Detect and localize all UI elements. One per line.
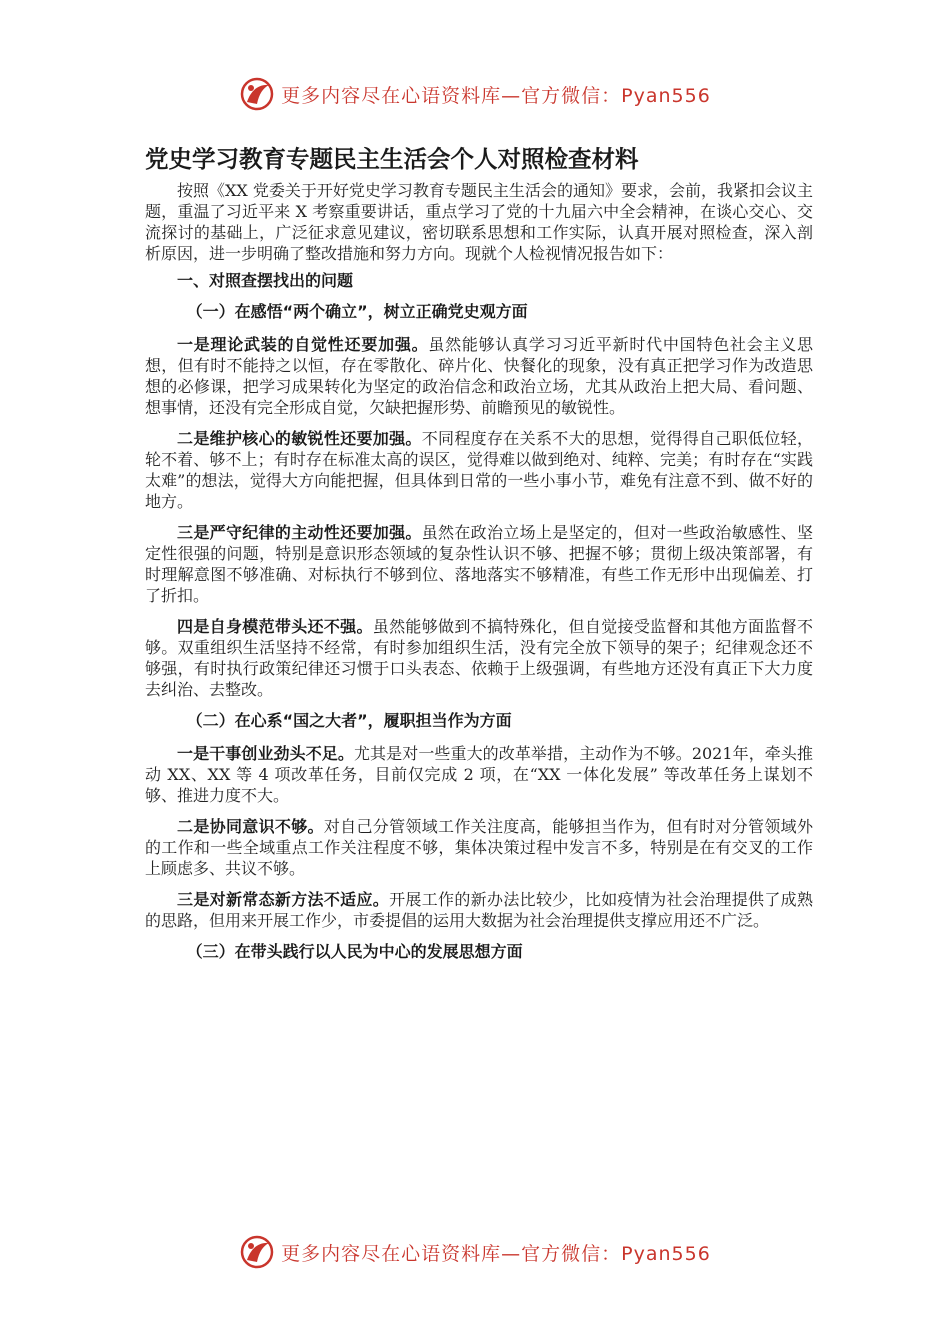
- subsection-heading-2: （二）在心系“国之大者”，履职担当作为方面: [186, 711, 512, 730]
- subsection-heading-1: （一）在感悟“两个确立”，树立正确党史观方面: [186, 302, 528, 321]
- wechat-id: Pyan556: [621, 84, 711, 107]
- paragraph-lead: 一是干事创业劲头不足。: [177, 744, 354, 763]
- paragraph: 二是协同意识不够。对自己分管领域工作关注度高，能够担当作为，但有时对分管领域外的工作和一些全域重点工作关注程度不够，集体决策过程中发言不多，特别是在有交叉的工作上顾虑多、共议不够。: [145, 817, 813, 878]
- wechat-id: Pyan556: [621, 1242, 711, 1265]
- paragraph: 三是严守纪律的主动性还要加强。虽然在政治立场上是坚定的，但对一些政治敏感性、坚定性很强的问题，特别是意识形态领域的复杂性认识不够、把握不够；贯彻上级决策部署，有时理解意图不够准确、对标执行不够到位、落地落实不够精准，有些工作无形中出现偏差、打了折扣。: [145, 523, 813, 605]
- paragraph: 一是干事创业劲头不足。尤其是对一些重大的改革举措，主动作为不够。2021年，牵头推动 XX、XX 等 4 项改革任务，目前仅完成 2 项，在“XX 一体化发展” 等改革任务上谋划不够、推进力度不大。: [145, 744, 813, 805]
- header-banner: [0, 74, 950, 114]
- document-title: 党史学习教育专题民主生活会个人对照检查材料: [145, 145, 639, 173]
- paragraph: 三是对新常态新方法不适应。开展工作的新办法比较少，比如疫情为社会治理提供了成熟的思路，但用来开展工作少，市委提倡的运用大数据为社会治理提供支撑应用还不广泛。: [145, 890, 813, 930]
- paragraph-lead: 二是维护核心的敏锐性还要加强。: [177, 429, 422, 448]
- banner-text: 更多内容尽在心语资料库—官方微信：Pyan556: [281, 84, 711, 107]
- intro-paragraph: 按照《XX 党委关于开好党史学习教育专题民主生活会的通知》要求，会前，我紧扣会议主题，重温了习近平来 X 考察重要讲话，重点学习了党的十九届六中全会精神，在谈心交心、交流探讨的基础上，广泛征求意见建议，密切联系思想和工作实际，认真开展对照检查，深入剖析原因，进一步明确了整改措施和努力方向。现就个人检视情况报告如下：: [145, 181, 813, 263]
- subsection-heading-3: （三）在带头践行以人民为中心的发展思想方面: [186, 942, 523, 961]
- paragraph-lead: 一是理论武装的自觉性还要加强。: [177, 335, 429, 354]
- paragraph: 四是自身模范带头还不强。虽然能够做到不搞特殊化，但自觉接受监督和其他方面监督不够。双重组织生活坚持不经常，有时参加组织生活，没有完全放下领导的架子；纪律观念还不够强，有时执行政策纪律还习惯于口头表态、依赖于上级强调，有些地方还没有真正下大力度去纠治、去整改。: [145, 617, 813, 699]
- paragraph-lead: 四是自身模范带头还不强。: [177, 617, 373, 636]
- document-body: [145, 180, 813, 974]
- paragraph: 一是理论武装的自觉性还要加强。虽然能够认真学习习近平新时代中国特色社会主义思想，但有时不能持之以恒，存在零散化、碎片化、快餐化的现象，没有真正把学习作为改造思想的必修课，把学习成果转化为坚定的政治信念和政治立场，尤其从政治上把大局、看问题、想事情，还没有完全形成自觉，欠缺把握形势、前瞻预见的敏锐性。: [145, 335, 813, 417]
- paragraph-lead: 二是协同意识不够。: [177, 817, 324, 836]
- paragraph-lead: 三是对新常态新方法不适应。: [177, 890, 390, 909]
- banner-text: 更多内容尽在心语资料库—官方微信：Pyan556: [281, 1242, 711, 1265]
- section-heading-1: 一、对照查摆找出的问题: [177, 271, 354, 290]
- brand-logo-icon: [239, 76, 275, 112]
- paragraph: 二是维护核心的敏锐性还要加强。不同程度存在关系不大的思想，觉得得自己职低位轻，轮不着、够不上；有时存在标准太高的误区，觉得难以做到绝对、纯粹、完美；有时存在“实践太难”的想法，觉得大方向能把握，但具体到日常的一些小事小节，难免有注意不到、做不好的地方。: [145, 429, 813, 511]
- footer-banner: [0, 1232, 950, 1272]
- paragraph-lead: 三是严守纪律的主动性还要加强。: [177, 523, 422, 542]
- brand-logo-icon: [239, 1234, 275, 1270]
